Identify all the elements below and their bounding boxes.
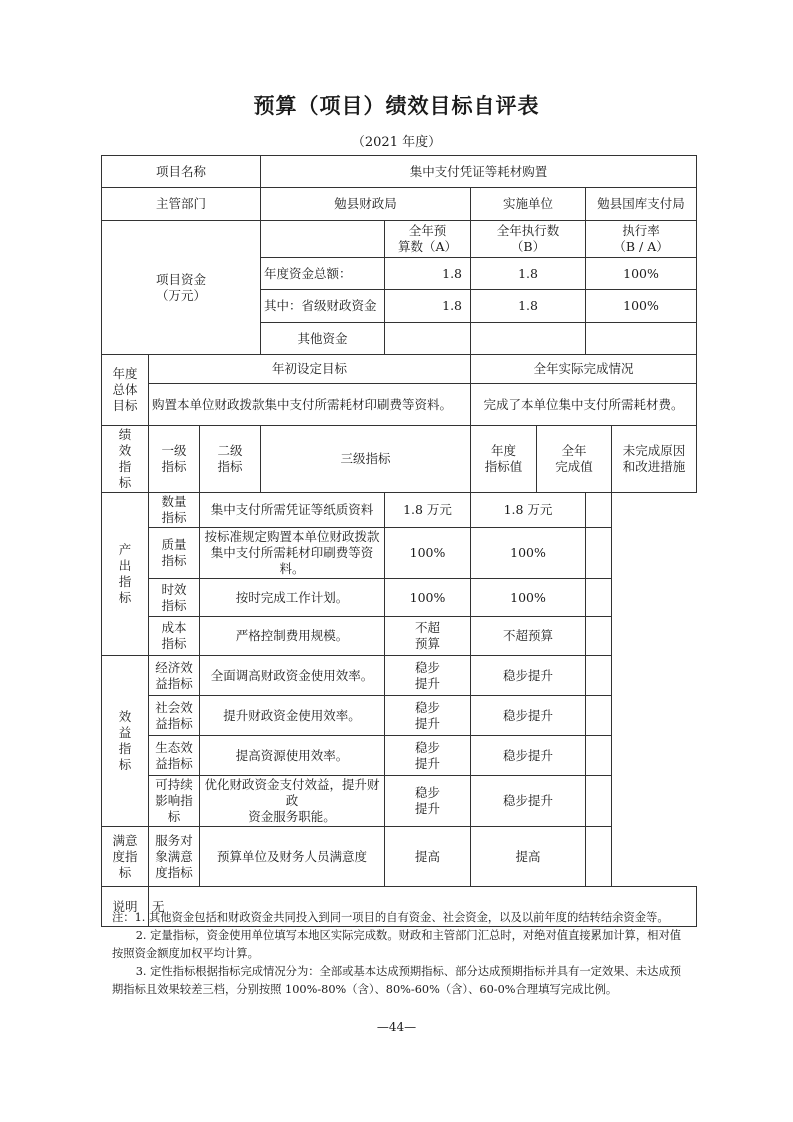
- level3-indicator: 提高资源使用效率。: [200, 736, 385, 776]
- reason-cell: [586, 579, 612, 617]
- executed-value: 1.8: [471, 258, 586, 290]
- department-row: [102, 188, 697, 221]
- annual-target: 稳步 提升: [385, 696, 471, 736]
- level2-indicator: 时效 指标: [149, 579, 200, 617]
- reason-cell: [586, 493, 612, 528]
- indicator-header-row: [102, 426, 697, 493]
- execution-rate: 100%: [586, 258, 697, 290]
- budget-value: 1.8: [385, 258, 471, 290]
- level2-indicator: 社会效 益指标: [149, 696, 200, 736]
- actual-value: 稳步提升: [471, 656, 586, 696]
- actual-value: 不超预算: [471, 617, 586, 656]
- level3-indicator: 严格控制费用规模。: [200, 617, 385, 656]
- level2-indicator: 服务对 象满意 度指标: [149, 827, 200, 887]
- annual-target: 稳步 提升: [385, 776, 471, 827]
- header: 年度 指标值: [471, 426, 537, 493]
- performance-label: 绩 效 指 标: [102, 426, 149, 493]
- indicator-row: [102, 617, 697, 656]
- annual-target: 不超 预算: [385, 617, 471, 656]
- header: 未完成原因 和改进措施: [612, 426, 697, 493]
- level2-indicator: 数量 指标: [149, 493, 200, 528]
- level3-indicator: 预算单位及财务人员满意度: [200, 827, 385, 887]
- level2-indicator: 可持续 影响指 标: [149, 776, 200, 827]
- funds-row-label: 其他资金: [261, 323, 385, 355]
- department: 勉县财政局: [261, 188, 471, 221]
- project-name-row: [102, 156, 697, 188]
- reason-cell: [586, 776, 612, 827]
- label: 项目名称: [102, 156, 261, 188]
- remark-label: 说明: [102, 887, 149, 927]
- reason-cell: [586, 656, 612, 696]
- indicator-row: [102, 656, 697, 696]
- annual-target: 100%: [385, 528, 471, 579]
- annual-target: 提高: [385, 827, 471, 887]
- execution-rate: [586, 323, 697, 355]
- annual-target: 100%: [385, 579, 471, 617]
- annual-target: 稳步 提升: [385, 736, 471, 776]
- level3-indicator: 按标准规定购置本单位财政拨款 集中支付所需耗材印刷费等资料。: [200, 528, 385, 579]
- level2-indicator: 成本 指标: [149, 617, 200, 656]
- budget-value: 1.8: [385, 290, 471, 323]
- note: 2. 定量指标，资金使用单位填写本地区实际完成数。财政和主管部门汇总时，对绝对值直接累加计算，相对值按照资金额度加权平均计算。: [112, 929, 682, 960]
- actual-value: 1.8 万元: [471, 493, 586, 528]
- funds-label: 项目资金 （万元）: [102, 221, 261, 355]
- reason-cell: [586, 528, 612, 579]
- indicator-row: [102, 579, 697, 617]
- goals-header-row: [102, 355, 697, 384]
- executed-value: [471, 323, 586, 355]
- goals-row: [102, 384, 697, 426]
- document-year: （2021 年度）: [351, 135, 442, 150]
- actual-value: 100%: [471, 528, 586, 579]
- funds-row-label: 年度资金总额：: [261, 258, 385, 290]
- header: 全年实际完成情况: [471, 355, 697, 384]
- budget-value: [385, 323, 471, 355]
- note: 3. 定性指标根据指标完成情况分为：全部或基本达成预期指标、部分达成预期指标并具有一定效果、未达成预期指标且效果较差三档，分别按照 100%-80%（含）、80%-60%（含）、60-0%合理填写完成比例。: [112, 965, 682, 996]
- label: 实施单位: [471, 188, 586, 221]
- level3-indicator: 按时完成工作计划。: [200, 579, 385, 617]
- level3-indicator: 全面调高财政资金使用效率。: [200, 656, 385, 696]
- header: 一级 指标: [149, 426, 200, 493]
- execution-rate: 100%: [586, 290, 697, 323]
- annual-target: 1.8 万元: [385, 493, 471, 528]
- actual-result: 完成了本单位集中支付所需耗材费。: [471, 384, 697, 426]
- indicator-row: [102, 776, 697, 827]
- level1-indicator: 满意 度指 标: [102, 827, 149, 887]
- level2-indicator: 质量 指标: [149, 528, 200, 579]
- document-title: 预算（项目）绩效目标自评表: [253, 93, 540, 118]
- reason-cell: [586, 736, 612, 776]
- footnotes: [112, 909, 690, 999]
- level3-indicator: 提升财政资金使用效率。: [200, 696, 385, 736]
- indicator-row: [102, 827, 697, 887]
- note: 注：1. 其他资金包括和财政资金共同投入到同一项目的自有资金、社会资金，以及以前年度的结转结余资金等。: [112, 911, 669, 924]
- actual-value: 稳步提升: [471, 696, 586, 736]
- header: 三级指标: [261, 426, 471, 493]
- header: 全年 完成值: [537, 426, 612, 493]
- header: 全年预 算数（A）: [385, 221, 471, 258]
- level3-indicator: 优化财政资金支付效益，提升财政 资金服务职能。: [200, 776, 385, 827]
- header: 执行率 （B / A）: [586, 221, 697, 258]
- project-name: 集中支付凭证等耗材购置: [261, 156, 697, 188]
- reason-cell: [586, 827, 612, 887]
- header: 二级 指标: [200, 426, 261, 493]
- actual-value: 提高: [471, 827, 586, 887]
- actual-value: 100%: [471, 579, 586, 617]
- funds-header-row: [102, 221, 697, 258]
- indicator-row: [102, 493, 697, 528]
- indicator-row: [102, 528, 697, 579]
- set-goal: 购置本单位财政拨款集中支付所需耗材印刷费等资料。: [149, 384, 471, 426]
- header: 全年执行数 （B）: [471, 221, 586, 258]
- reason-cell: [586, 696, 612, 736]
- level2-indicator: 经济效 益指标: [149, 656, 200, 696]
- remark-value: 无: [149, 887, 697, 927]
- indicator-row: [102, 696, 697, 736]
- implementing-unit: 勉县国库支付局: [586, 188, 697, 221]
- indicator-row: [102, 736, 697, 776]
- level3-indicator: 集中支付所需凭证等纸质资料: [200, 493, 385, 528]
- label: 主管部门: [102, 188, 261, 221]
- goals-label: 年度 总体 目标: [102, 355, 149, 426]
- level2-indicator: 生态效 益指标: [149, 736, 200, 776]
- header: 年初设定目标: [149, 355, 471, 384]
- executed-value: 1.8: [471, 290, 586, 323]
- self-evaluation-table: [101, 155, 697, 927]
- actual-value: 稳步提升: [471, 736, 586, 776]
- page-number: —44—: [376, 1020, 417, 1034]
- actual-value: 稳步提升: [471, 776, 586, 827]
- level1-indicator: 效 益 指 标: [102, 656, 149, 827]
- reason-cell: [586, 617, 612, 656]
- level1-indicator: 产 出 指 标: [102, 493, 149, 656]
- funds-row-label: 其中：省级财政资金: [261, 290, 385, 323]
- empty-cell: [261, 221, 385, 258]
- annual-target: 稳步 提升: [385, 656, 471, 696]
